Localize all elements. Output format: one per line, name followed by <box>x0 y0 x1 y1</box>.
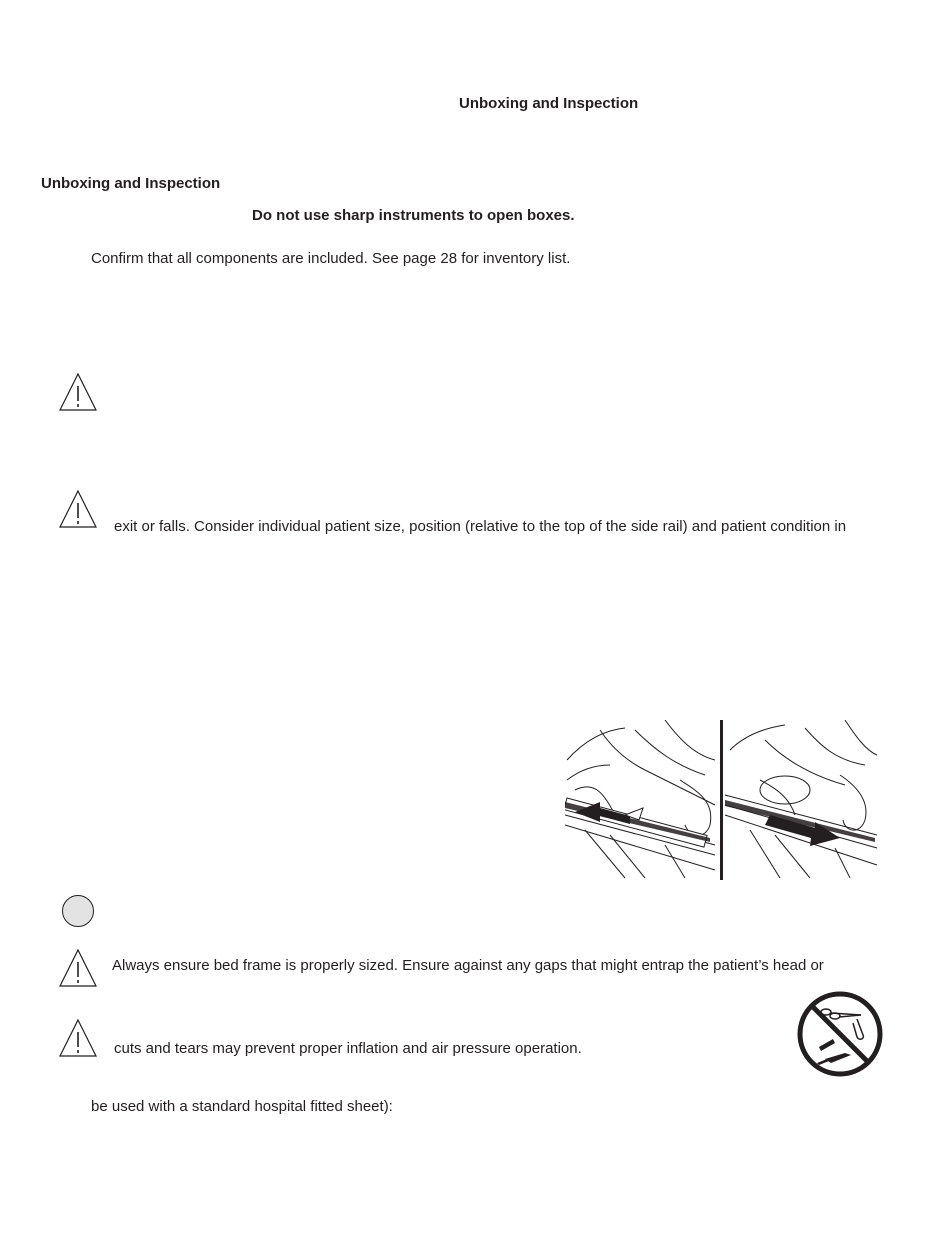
warning-triangle-icon <box>58 372 98 412</box>
caution-text: Do not use sharp instruments to open boxes. <box>252 207 575 224</box>
warning-triangle-icon <box>58 948 98 988</box>
note-circle-icon <box>62 895 94 927</box>
warning-triangle-icon <box>58 1018 98 1058</box>
mattress-strap-illustration <box>565 720 880 880</box>
fitted-sheet-text: be used with a standard hospital fitted sheet): <box>91 1098 393 1115</box>
no-sharp-instruments-icon <box>795 989 885 1079</box>
warning-3-text: Always ensure bed frame is properly sized. Ensure against any gaps that might entrap the patient’s head or <box>112 957 824 974</box>
warning-2-text: exit or falls. Consider individual patient size, position (relative to the top of the side rail) and patient condition in <box>114 518 847 535</box>
section-heading: Unboxing and Inspection <box>41 175 221 192</box>
confirm-components-text: Confirm that all components are included. See page 28 for inventory list. <box>91 250 571 267</box>
warning-4-text: cuts and tears may prevent proper inflation and air pressure operation. <box>114 1040 582 1057</box>
warning-triangle-icon <box>58 489 98 529</box>
page-header-title: Unboxing and Inspection <box>459 95 639 112</box>
